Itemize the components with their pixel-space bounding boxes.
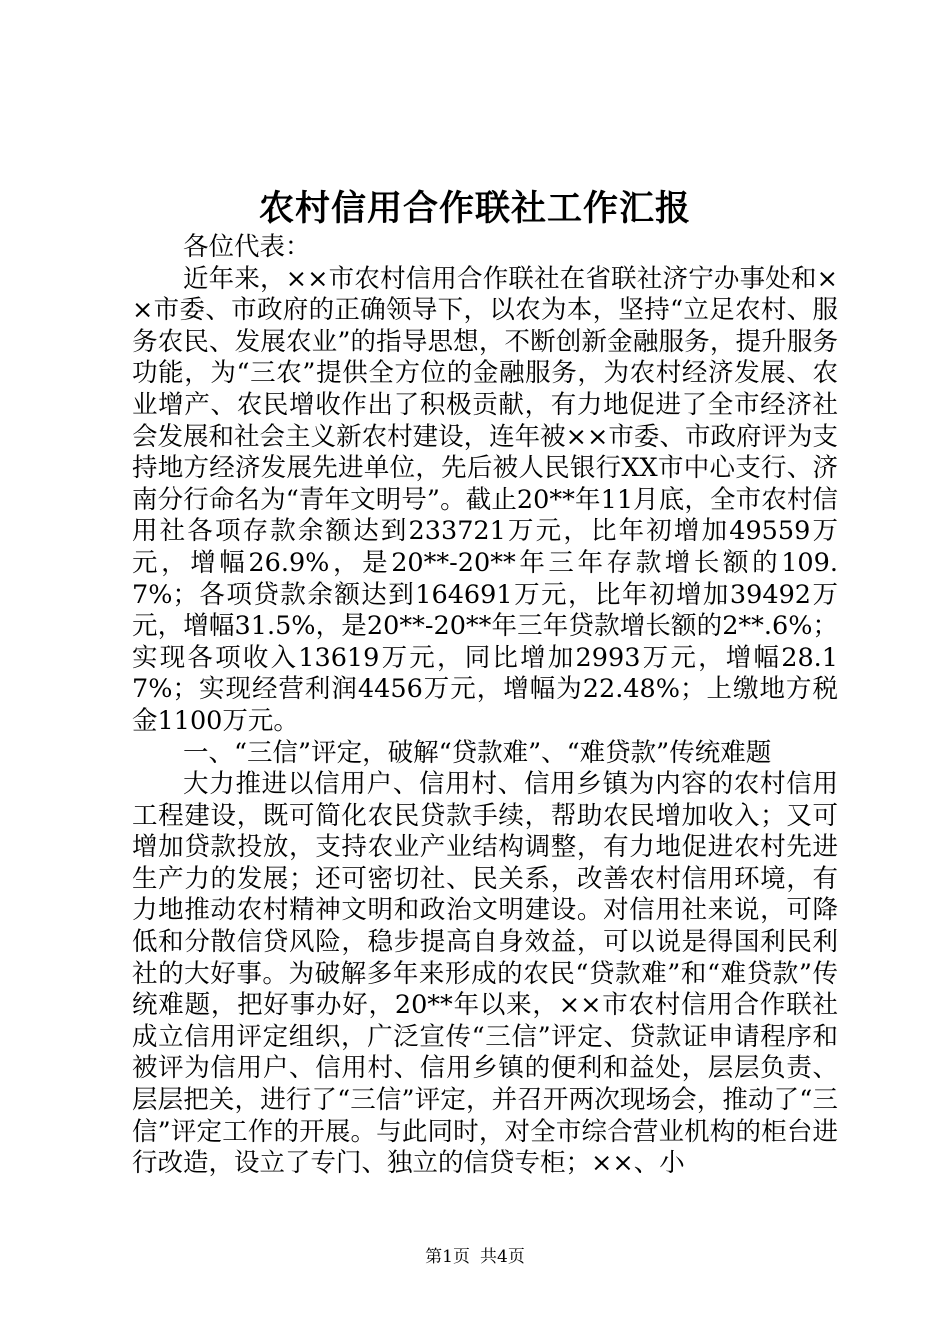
page-total: 共4页 — [480, 1247, 525, 1267]
document-title: 农村信用合作联社工作汇报 — [258, 188, 691, 229]
section-paragraph-1: 大力推进以信用户、信用村、信用乡镇为内容的农村信用工程建设，既可简化农民贷款手续，帮助农民增加收入；又可增加贷款投放，支持农业产业结构调整，有力地促进农村先进生产力的发展；还可密切社、民关系，改善农村信用环境，有力地推动农村精神文明和政治文明建设。对信用社来说，可降低和分散信贷风险，稳步提高自身效益，可以说是得国利民利社的大好事。为破解多年来形成的农民“贷款难”和“难贷款”传统难题，把好事办好，20**年以来，××市农村信用合作联社成立信用评定组织，广泛宣传“三信”评定、贷款证申请程序和被评为信用户、信用村、信用乡镇的便利和益处，层层负责、层层把关，进行了“三信”评定，并召开两次现场会，推动了“三信”评定工作的开展。与此同时，对全市综合营业机构的柜台进行改造，设立了专门、独立的信贷专柜；××、小 — [132, 769, 838, 1179]
page-number: 第1页 — [425, 1247, 470, 1267]
intro-paragraph: 近年来，××市农村信用合作联社在省联社济宁办事处和××市委、市政府的正确领导下，以农为本，坚持“立足农村、服务农民、发展农业”的指导思想，不断创新金融服务，提升服务功能，为“三农”提供全方位的金融服务，为农村经济发展、农业增产、农民增收作出了积极贡献，有力地促进了全市经济社会发展和社会主义新农村建设，连年被××市委、市政府评为支持地方经济发展先进单位，先后被人民银行XX市中心支行、济南分行命名为“青年文明号”。截止20**年11月底，全市农村信用社各项存款余额达到233721万元，比年初增加49559万元，增幅26.9%，是20**-20**年三年存款增长额的109.7%；各项贷款余额达到164691万元，比年初增加39492万元，增幅31.5%，是20**-20**年三年贷款增长额的2**.6%；实现各项收入13619万元，同比增加2993万元，增幅28.17%；实现经营利润4456万元，增幅为22.48%；上缴地方税金1100万元。 — [132, 263, 838, 736]
section-heading-1: 一、“三信”评定，破解“贷款难”、“难贷款”传统难题 — [183, 737, 772, 768]
salutation-paragraph: 各位代表： — [183, 232, 311, 262]
document-body — [132, 232, 838, 1180]
page-footer — [0, 1246, 950, 1268]
